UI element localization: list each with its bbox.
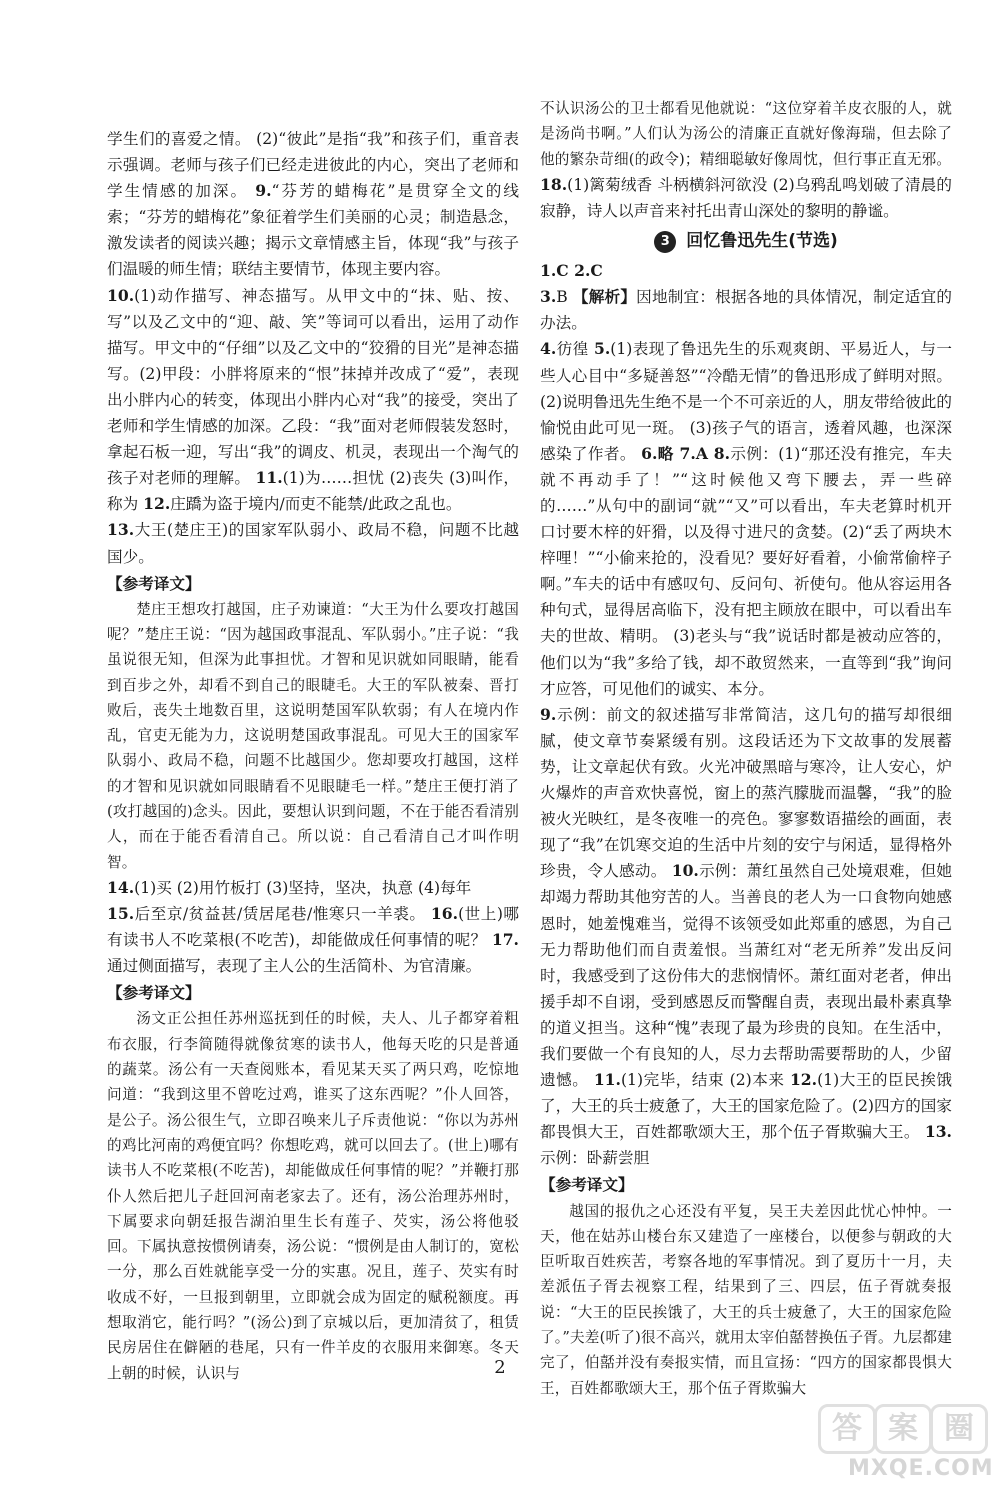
question-number: 12. [143, 494, 171, 514]
watermark-logo [818, 1398, 994, 1484]
answer-text: (1)大王的臣民挨饿了，大王的兵士疲惫了，大王的国家危险了。(2)四方的国家都畏惧大王，百姓都歌颂大王，那个伍子胥欺骗大王。 [540, 1071, 952, 1142]
answer-text: 彷徨 [556, 340, 594, 359]
reference-translation: 不认识汤公的卫士都看见他就说：“这位穿着羊皮衣服的人，就是汤尚书啊。”人们认为汤公的清廉正直就好像海瑞，但去除了他的繁杂苛细(的政令)；精细聪敏好像周忱，但行事正直无邪。 [540, 100, 952, 168]
question-number: 17. [491, 930, 519, 950]
answer-text: (1)完毕，结束 (2)本来 [620, 1071, 790, 1090]
section-title: 回忆鲁迅先生(节选) [686, 231, 838, 252]
answer-text: 后至京/贫益甚/赁居尾巷/惟寒只一羊裘。 [134, 905, 431, 924]
question-number: 4. [540, 339, 557, 359]
question-number: 11. [593, 1070, 621, 1090]
section-heading [540, 228, 952, 254]
reference-translation-heading: 【参考译文】 [107, 573, 201, 593]
answer-text: 学生们的喜爱之情。 (2)“彼此”是指“我”和孩子们，重音表示强调。老师与孩子们已经走进彼此的内心，突出了老师和学生情感的加深。 [107, 130, 519, 201]
answer-text: 庄蹻为盗于境内/而吏不能禁/此政之乱也。 [170, 495, 462, 514]
question-number: 9. [255, 181, 272, 201]
answer-paragraph [107, 283, 519, 518]
reference-translation: 楚庄王想攻打越国，庄子劝谏道：“大王为什么要攻打越国呢？”楚庄王说：“因为越国政事混乱、军队弱小。”庄子说：“我虽说很无知，但深为此事担忧。才智和见识就如同眼睛，能看到百步之外，却看不到自己的眼睫毛。大王的军队被秦、晋打败后，丧失土地数百里，这说明楚国军队软弱；有人在境内作乱，官吏无能为力，这说明楚国政事混乱。可见大王的国家军队弱小、政局不稳，问题不比越国少。您却要攻打越国，这样的才智和见识就如同眼睛看不见眼睫毛一样。”楚庄王便打消了(攻打越国的)念头。因此，要想认识到问题，不在于能否看清别人，而在于能否看清自己。所以说：自己看清自己才叫作明智。 [107, 600, 519, 871]
question-number: 10. [671, 861, 699, 881]
answer-text: (1)篱菊绒香 斗柄横斜河欲没 (2)乌鸦乱鸣划破了清晨的寂静，诗人以声音来衬托出青山深处的黎明的静谧。 [540, 175, 952, 220]
left-column [107, 126, 519, 1386]
answer-text: 大王(楚庄王)的国家军队弱小、政局不稳，问题不比越国少。 [107, 521, 519, 566]
answer-text: 示例：前文的叙述描写非常简洁，这几句的描写却很细腻，使文章节奏紧缓有别。这段话还为下文故事的发展蓄势，让文章起伏有致。火光冲破黑暗与寒冷，让人安心，炉火爆炸的声音欢快喜悦，窗上的蒸汽朦胧而温馨，“我”的脸被火光映红，是冬夜唯一的亮色。寥寥数语描绘的画面，表现了“我”在饥寒交迫的生活中片刻的安宁与闲适，显得格外珍贵，令人感动。 [540, 705, 952, 881]
question-number: 12. [789, 1070, 818, 1090]
question-number: 16. [430, 904, 459, 924]
watermark-char: 答 [818, 1404, 876, 1454]
answer-text: “芬芳的蜡梅花”是贯穿全文的线索；“芬芳的蜡梅花”象征着学生们美丽的心灵；制造悬念，激发读者的阅读兴趣；揭示文章情感主旨，体现“我”与孩子们温暖的师生情；联结主要情节，体现主要内容。 [107, 182, 519, 279]
analysis-tag: 【解析】 [572, 287, 637, 307]
watermark-url: MXQE.COM [848, 1456, 994, 1481]
answer-paragraph [540, 336, 952, 701]
answer-paragraph [540, 702, 952, 1172]
answer-paragraph [107, 126, 519, 283]
answer-text: 示例：卧薪尝胆 [540, 1149, 650, 1168]
answer-paragraph: 1.C 2.C [540, 261, 603, 281]
question-number: 9. [540, 704, 557, 724]
answer-paragraph [540, 172, 952, 224]
reference-translation-heading: 【参考译文】 [107, 983, 201, 1003]
answer-text: B [556, 288, 573, 307]
watermark-char: 圈 [930, 1404, 988, 1454]
answer-text: 示例：(1)“那还没有推完，车夫就不再动手了！”“这时候他又弯下腰去，弄一些碎的……”从句中的副词“就”“又”可以看出，车夫老算时机开口讨要木梓的奸猾，以及得寸进尺的贪婪。(2)“丢了两块木梓哩！”“小偷来抢的，没看见？要好好看着，小偷常偷梓子啊。”车夫的话中有感叹句、反问句、祈使句。他从容运用各种句式，显得居高临下，没有把主顾放在眼中，可以看出车夫的世故、精明。 (3)老头与“我”说话时都是被动应答的，他们以为“我”多给了钱，却不敢贸然来，一直等到“我”询问才应答，可见他们的诚实、本分。 [540, 444, 953, 698]
answer-text: 通过侧面描写，表现了主人公的生活简朴、为官清廉。 [107, 957, 482, 976]
answer-text: 6.略 7.A 8. [641, 443, 730, 463]
question-number: 15. [107, 904, 135, 924]
question-number: 3. [540, 287, 557, 307]
question-number: 10. [107, 285, 135, 305]
question-number: 18. [540, 174, 568, 194]
answer-paragraph [107, 901, 519, 979]
reference-translation: 汤文正公担任苏州巡抚到任的时候，夫人、儿子都穿着粗布衣服，行李简随得就像贫寒的读书人，他每天吃的只是普通的蔬菜。汤公有一天查阅账本，看见某天买了两只鸡，吃惊地问道：“我到这里不曾吃过鸡，谁买了这东西呢？”仆人回答，是公子。汤公很生气，立即召唤来儿子斥责他说：“你以为苏州的鸡比河南的鸡便宜吗？你想吃鸡，就可以回去了。(世上)哪有读书人不吃菜根(不吃苦)，却能做成任何事情的呢？”并鞭打那仆人然后把儿子赶回河南老家去了。还有，汤公治理苏州时，下属要求向朝廷报告湖泊里生长有莲子、芡实，汤公将他驳回。下属执意按惯例请奏，汤公说：“惯例是由人制订的，宽松一分，那么百姓就能享受一分的实惠。况且，莲子、芡实有时收成不好，一旦报到朝里，立即就会成为固定的赋税额度。再想取消它，能行吗？”(汤公)到了京城以后，更加清贫了，租赁民房居住在僻陋的巷尾，只有一件羊皮的衣服用来御寒。冬天上朝的时候，认识与 [107, 1010, 519, 1382]
right-column [540, 96, 952, 1401]
section-number-badge: 3 [654, 231, 676, 253]
answer-text: 因地制宜：根据各地的具体情况，制定适宜的办法。 [540, 288, 952, 333]
answer-text: (1)买 (2)用竹板打 (3)坚持，坚决，执意 (4)每年 [134, 878, 472, 897]
answer-text: (1)表现了鲁迅先生的乐观爽朗、平易近人，与一些人心目中“多疑善怒”“冷酷无情”的鲁迅形成了鲜明对照。 (2)说明鲁迅先生绝不是一个不可亲近的人，朋友带给彼此的愉悦由此可见一斑。 (3)孩子气的语言，透着风趣，也深深感染了作者。 [540, 340, 952, 463]
question-number: 11. [255, 468, 283, 488]
answer-text: (1)动作描写、神态描写。从甲文中的“抹、贴、按、写”以及乙文中的“迎、敲、笑”等词可以看出，运用了动作描写。甲文中的“仔细”以及乙文中的“狡猾的目光”是神态描写。(2)甲段：小胖将原来的“恨”抹掉并改成了“爱”，表现出小胖内心的转变，体现出小胖内心对“我”的接受，突出了老师和学生情感的加深。乙段：“我”面对老师假装发怒时，拿起石板一迎，写出“我”的调皮、机灵，表现出一个淘气的孩子对老师的理解。 [107, 286, 519, 488]
question-number: 5. [593, 339, 611, 359]
answer-paragraph [540, 284, 952, 336]
question-number: 14. [107, 877, 135, 897]
answer-text: (1)为……担忧 (2)丧失 (3)叫作，称为 [107, 469, 519, 514]
question-number: 13. [924, 1122, 952, 1142]
question-number: 13. [107, 520, 135, 540]
answer-paragraph [107, 517, 519, 569]
watermark-char: 案 [874, 1404, 932, 1454]
page-number: 2 [494, 1357, 506, 1378]
reference-translation: 越国的报仇之心还没有平复，吴王夫差因此忧心忡忡。一天，他在姑苏山楼台东又建造了一座楼台，以便参与朝政的大臣听取百姓疾苦，考察各地的军事情况。到了夏历十一月，夫差派伍子胥去视察工程，结果到了三、四层，伍子胥就奏报说：“大王的臣民挨饿了，大王的兵士疲惫了，大王的国家危险了。”夫差(听了)很不高兴，就用太宰伯嚭替换伍子胥。九层都建完了，伯嚭并没有奏报实情，而且宣扬：“四方的国家都畏惧大王，百姓都歌颂大王，那个伍子胥欺骗大 [540, 1202, 952, 1397]
answer-text: 示例：萧红虽然自己处境艰难，但她却竭力帮助其他穷苦的人。当善良的老人为一口食物向她感恩时，她羞愧难当，觉得不该领受如此郑重的感恩，为自己无力帮助他们而自责羞恨。当萧红对“老无所养”发出反问时，我感受到了这份伟大的悲悯情怀。萧红面对老者，伸出援手却不自诩，受到感恩反而警醒自责，表现出最朴素真挚的道义担当。这种“愧”表现了最为珍贵的良知。在生活中，我们要做一个有良知的人，尽力去帮助需要帮助的人，少留遗憾。 [540, 862, 952, 1090]
answer-paragraph [107, 875, 519, 901]
reference-translation-heading: 【参考译文】 [540, 1175, 634, 1195]
answer-text: (世上)哪有读书人不吃菜根(不吃苦)，却能做成任何事情的呢？ [107, 905, 520, 950]
